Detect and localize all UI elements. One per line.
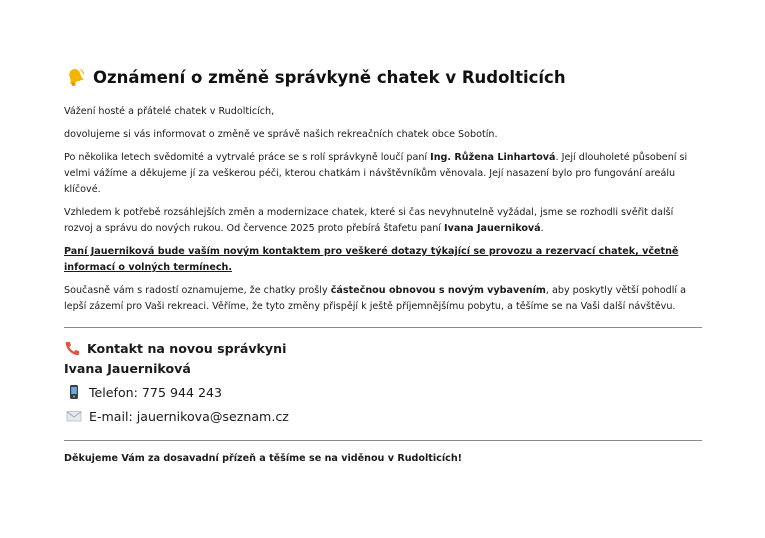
contact-heading: [64, 340, 702, 357]
greeting: Vážení hosté a přátelé chatek v Rudolticích,: [64, 106, 275, 117]
contact-phone-text: Telefon: 775 944 243: [89, 384, 223, 400]
contact-phone: [66, 382, 702, 402]
former-manager-paragraph: Po několika letech svědomité a vytrvalé práce se s rolí správkyně loučí paní Ing. Růžena Linhartová. Její dlouholeté působení si velmi vážíme a děkujeme jí za veškerou péči, kterou chatkám i návštěvníkům věnovala. Její nasazení bylo pro fungování areálu klíčové.: [64, 152, 688, 195]
divider-top: [64, 327, 702, 328]
telephone-receiver-icon: [64, 340, 81, 357]
renovation-paragraph: Současně vám s radostí oznamujeme, že chatky prošly částečnou obnovou s novým vybavením, aby poskytly větší pohodlí a lepší zázemí pro Vaši rekreaci. Věříme, že tyto změny přispějí k ještě příjemnějšímu pobytu, a těšíme se na Vaši další návštěvu.: [64, 285, 687, 312]
new-manager-paragraph: Vzhledem k potřebě rozsáhlejších změn a modernizace chatek, které si čas nevyhnutelně vyžádal, jsme se rozhodli svěřit další rozvoj a správu do nových rukou. Od července 2025 proto přebírá štafetu paní Ivana Jauerniková.: [64, 207, 674, 234]
envelope-icon: [66, 408, 82, 424]
new-manager-name: Ivana Jauerniková: [444, 223, 541, 234]
contact-name: Ivana Jauerniková: [64, 361, 191, 376]
intro-paragraph: dovolujeme si vás informovat o změně ve správě našich rekreačních chatek obce Sobotín.: [64, 129, 498, 140]
renovation-highlight: částečnou obnovou s novým vybavením: [330, 285, 546, 296]
mobile-phone-icon: [66, 384, 82, 400]
page-title: [64, 66, 702, 88]
contact-email: [66, 406, 702, 426]
contact-heading-text: Kontakt na novou správkyni: [87, 341, 287, 356]
announcement-document: [64, 66, 702, 464]
closing-line: Děkujeme Vám za dosavadní přízeň a těšíme se na viděnou v Rudolticích!: [64, 453, 463, 464]
contact-note: Paní Jauerniková bude vaším novým kontaktem pro veškeré dotazy týkající se provozu a rezervací chatek, včetně informací o volných termínech.: [64, 246, 679, 273]
contact-email-text[interactable]: E-mail: jauernikova@seznam.cz: [89, 408, 289, 424]
bell-icon: [64, 66, 86, 88]
page-title-text: Oznámení o změně správkyně chatek v Rudolticích: [93, 67, 566, 87]
former-manager-name: Ing. Růžena Linhartová: [430, 152, 556, 163]
divider-bottom: [64, 440, 702, 441]
